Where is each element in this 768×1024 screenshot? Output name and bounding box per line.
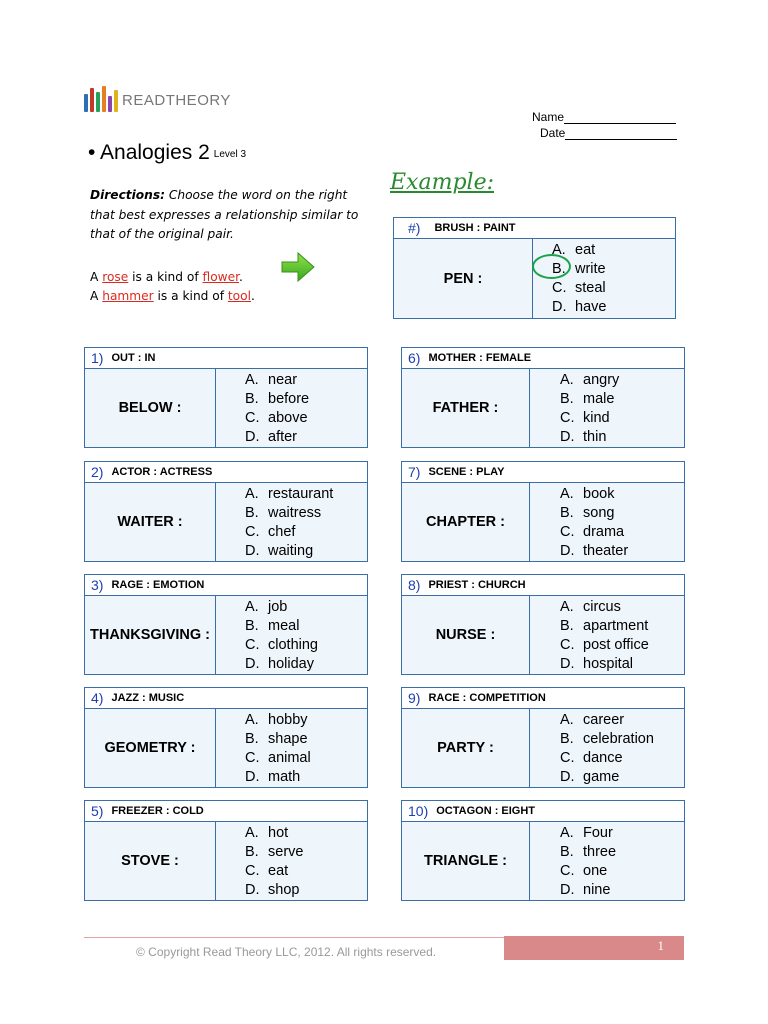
question-word: WAITER :: [85, 483, 216, 561]
option-d[interactable]: D. have: [552, 299, 607, 315]
green-arrow-icon: [280, 250, 316, 284]
question-box: [84, 800, 368, 901]
question-pair: SCENE : PLAY: [428, 466, 505, 478]
question-header: [402, 462, 684, 483]
directions-label: Directions:: [90, 188, 165, 202]
option-d[interactable]: D. nine: [560, 882, 611, 898]
option-c[interactable]: C. clothing: [245, 637, 318, 653]
option-d[interactable]: D. math: [245, 769, 301, 785]
question-word: GEOMETRY :: [85, 709, 216, 787]
option-d[interactable]: D. hospital: [560, 656, 633, 672]
option-c[interactable]: C. animal: [245, 750, 311, 766]
question-header: [402, 348, 684, 369]
question-number: 4): [91, 690, 104, 706]
question-pair: MOTHER : FEMALE: [428, 352, 532, 364]
question-pair: OCTAGON : EIGHT: [436, 805, 536, 817]
question-word: THANKSGIVING :: [85, 596, 216, 674]
option-a[interactable]: A. circus: [560, 599, 621, 615]
question-options: [245, 485, 333, 561]
question-pair: JAZZ : MUSIC: [111, 692, 185, 704]
question-word: STOVE :: [85, 822, 216, 900]
page-number: 1: [657, 938, 664, 953]
option-a[interactable]: A. hot: [245, 825, 289, 841]
question-box: [401, 800, 685, 901]
logo-text: READTHEORY: [122, 92, 231, 109]
logo-book-bar: [96, 92, 100, 112]
question-word: PARTY :: [402, 709, 530, 787]
option-c[interactable]: C. post office: [560, 637, 649, 653]
option-d[interactable]: D. theater: [560, 543, 629, 559]
question-word: FATHER :: [402, 369, 530, 447]
question-options: [245, 598, 318, 674]
question-header: [85, 575, 367, 596]
option-d[interactable]: D. game: [560, 769, 620, 785]
option-c[interactable]: C. one: [560, 863, 608, 879]
answer-circle: [532, 254, 571, 279]
question-word: TRIANGLE :: [402, 822, 530, 900]
question-number: 9): [408, 690, 421, 706]
example-pair: BRUSH : PAINT: [434, 222, 516, 234]
question-box: [84, 574, 368, 675]
name-label: Name: [532, 110, 565, 124]
option-b[interactable]: B. three: [560, 844, 617, 860]
question-word: CHAPTER :: [402, 483, 530, 561]
question-pair: ACTOR : ACTRESS: [111, 466, 213, 478]
date-field[interactable]: [540, 126, 677, 140]
question-pair: OUT : IN: [111, 352, 156, 364]
question-pair: RACE : COMPETITION: [428, 692, 546, 704]
question-options: [560, 598, 649, 674]
option-b[interactable]: B. celebration: [560, 731, 654, 747]
question-box: [84, 687, 368, 788]
option-b[interactable]: B. serve: [245, 844, 304, 860]
example-sentence-2: A hammer is a kind of tool.: [90, 289, 255, 303]
example-header: [394, 218, 675, 239]
option-c[interactable]: C. dance: [560, 750, 623, 766]
option-a[interactable]: A. Four: [560, 825, 613, 841]
question-header: [85, 801, 367, 822]
option-a[interactable]: A. hobby: [245, 712, 308, 728]
option-b[interactable]: B. song: [560, 505, 615, 521]
option-d[interactable]: D. waiting: [245, 543, 314, 559]
question-box: [401, 461, 685, 562]
question-options: [245, 371, 309, 447]
readtheory-logo: [84, 82, 244, 112]
logo-book-bar: [108, 96, 112, 112]
directions: [90, 186, 370, 245]
option-b[interactable]: B. apartment: [560, 618, 649, 634]
question-options: [560, 711, 654, 787]
example-options: [552, 241, 606, 317]
option-c[interactable]: C. above: [245, 410, 308, 426]
option-d[interactable]: D. thin: [560, 429, 607, 445]
option-d[interactable]: D. holiday: [245, 656, 314, 672]
option-b[interactable]: B. before: [245, 391, 310, 407]
example-label: Example:: [390, 170, 494, 195]
question-pair: FREEZER : COLD: [111, 805, 204, 817]
option-c[interactable]: C. kind: [560, 410, 610, 426]
option-a[interactable]: A. career: [560, 712, 625, 728]
example-sentence-1: A rose is a kind of flower.: [90, 270, 243, 284]
question-box: [84, 347, 368, 448]
option-c[interactable]: C. eat: [245, 863, 289, 879]
question-box: [401, 574, 685, 675]
question-number: 8): [408, 577, 421, 593]
option-d[interactable]: D. after: [245, 429, 298, 445]
worksheet-title: • Analogies 2 Level 3: [88, 141, 247, 164]
question-number: 1): [91, 350, 104, 366]
option-a[interactable]: A. book: [560, 486, 615, 502]
logo-book-bar: [90, 88, 94, 112]
question-options: [560, 824, 616, 900]
logo-book-bar: [102, 86, 106, 112]
question-header: [402, 801, 684, 822]
option-c[interactable]: C. steal: [552, 280, 606, 296]
question-box: [401, 347, 685, 448]
option-b[interactable]: B. male: [560, 391, 615, 407]
question-number: 10): [408, 803, 429, 819]
option-b[interactable]: B. write: [552, 261, 606, 277]
date-label: Date: [540, 126, 566, 140]
question-options: [245, 711, 311, 787]
question-header: [85, 462, 367, 483]
option-b[interactable]: B. waitress: [245, 505, 322, 521]
option-b[interactable]: B. shape: [245, 731, 308, 747]
question-pair: PRIEST : CHURCH: [428, 579, 526, 591]
option-a[interactable]: A. restaurant: [245, 486, 334, 502]
question-number: 3): [91, 577, 104, 593]
question-options: [560, 485, 628, 561]
question-number: 7): [408, 464, 421, 480]
example-word: PEN :: [394, 239, 533, 318]
question-options: [245, 824, 303, 900]
question-number: 5): [91, 803, 104, 819]
question-word: NURSE :: [402, 596, 530, 674]
question-box: [401, 687, 685, 788]
directions-text: Choose the word on the right that best expresses a relationship similar to that of the original pair.: [90, 188, 359, 241]
example-number: #): [408, 220, 421, 236]
option-d[interactable]: D. shop: [245, 882, 300, 898]
question-number: 2): [91, 464, 104, 480]
name-field[interactable]: [532, 110, 676, 124]
question-box: [84, 461, 368, 562]
logo-book-bar: [84, 94, 88, 112]
question-header: [402, 575, 684, 596]
question-word: BELOW :: [85, 369, 216, 447]
option-a[interactable]: A. angry: [560, 372, 620, 388]
option-a[interactable]: A. eat: [552, 242, 596, 258]
question-number: 6): [408, 350, 421, 366]
option-a[interactable]: A. near: [245, 372, 298, 388]
question-header: [402, 688, 684, 709]
option-a[interactable]: A. job: [245, 599, 288, 615]
question-pair: RAGE : EMOTION: [111, 579, 205, 591]
logo-book-bar: [114, 90, 118, 112]
copyright-text: © Copyright Read Theory LLC, 2012. All rights reserved.: [136, 945, 437, 959]
option-c[interactable]: C. chef: [245, 524, 296, 540]
question-header: [85, 688, 367, 709]
footer-rule: [84, 937, 504, 938]
option-c[interactable]: C. drama: [560, 524, 625, 540]
question-options: [560, 371, 619, 447]
question-header: [85, 348, 367, 369]
option-b[interactable]: B. meal: [245, 618, 300, 634]
page-number-bar: [504, 936, 684, 960]
level-label: Level 3: [213, 149, 247, 160]
